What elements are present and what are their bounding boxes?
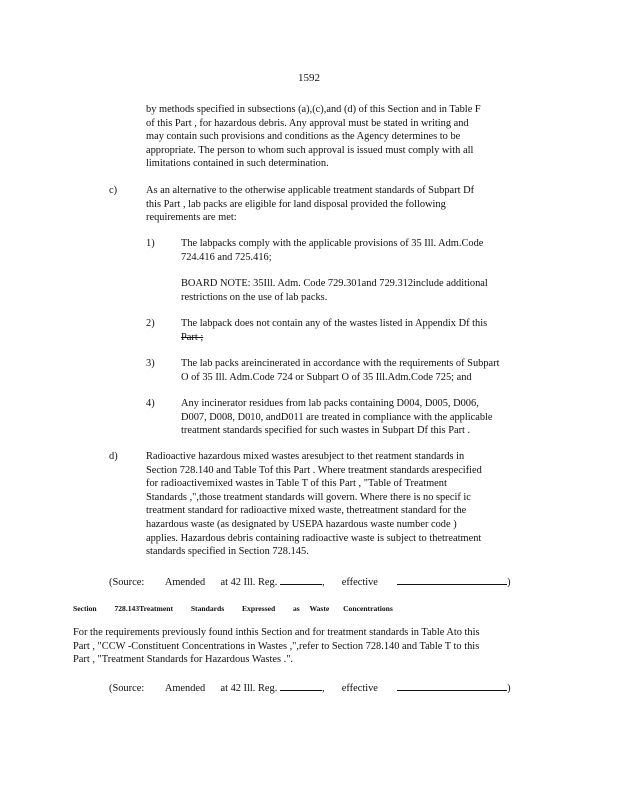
source-close: ) [507, 577, 511, 588]
section-title-word: Concentrations [343, 604, 393, 613]
text-line: BOARD NOTE: 35Ill. Adm. Code 729.301and 729.312include additional [181, 278, 488, 289]
text-line: The labpacks comply with the applicable provisions of 35 Ill. Adm.Code [181, 238, 484, 249]
source-amended: Amended [164, 683, 206, 694]
source-reg: at 42 Ill. Reg. [220, 683, 278, 694]
paragraph-b-continuation [146, 103, 529, 171]
source-note [109, 680, 511, 696]
text-line: appropriate. The person to whom such approval is issued must comply with all [146, 144, 474, 156]
item-label: 3) [146, 358, 155, 369]
text-line: The lab packs areincinerated in accordance with the requirements of Subpart [181, 358, 500, 369]
paragraph-c-item-3 [181, 357, 529, 384]
paragraph-c-item-4 [181, 397, 529, 438]
text-line: hazardous waste (as designated by USEPA hazardous waste number code ) [146, 518, 457, 530]
source-comma: , [321, 683, 325, 694]
text-line: applies. Hazardous debris containing radioactive waste is subject to thetreatment [146, 532, 482, 544]
source-open: (Source: [109, 683, 145, 694]
source-close: ) [507, 683, 511, 694]
text-line: Part ; [181, 331, 204, 343]
reg-page-blank[interactable] [280, 574, 322, 585]
text-line: Radioactive hazardous mixed wastes aresubject to thet reatment standards in [146, 451, 465, 462]
source-effective: effective [341, 683, 378, 694]
paragraph-c-item-2 [181, 317, 529, 344]
section-title-word: Treatment [139, 604, 174, 613]
text-line: D007, D008, D010, andD011 are treated in compliance with the applicable [181, 411, 493, 423]
section-heading [73, 602, 473, 616]
text-line: Standards ,",those treatment standards will govern. Where there is no specif ic [146, 491, 471, 503]
source-reg: at 42 Ill. Reg. [220, 577, 278, 588]
text-line: for radioactivemixed wastes in Table T of this Part , "Table of Treatment [146, 478, 447, 490]
reg-page-blank[interactable] [280, 680, 322, 691]
paragraph-d-label: d) [109, 451, 118, 462]
source-amended: Amended [164, 577, 206, 588]
section-paragraph [73, 626, 536, 667]
text-line: may contain such provisions and conditions as the Agency determines to be [146, 131, 461, 143]
section-title-word: Expressed [241, 604, 276, 613]
text-line: treatment standards specified for such wastes in Subpart Df this Part . [181, 425, 471, 437]
text-line: this Part , lab packs are eligible for land disposal provided the following [146, 198, 446, 210]
text-line: by methods specified in subsections (a),(c),and (d) of this Section and in Table F [146, 104, 481, 115]
source-note [109, 574, 511, 590]
text-line: Section 728.140 and Table Tof this Part . Where treatment standards arespecified [146, 464, 482, 476]
text-line: For the requirements previously found inthis Section and for treatment standards in Table Ato this [73, 627, 480, 638]
paragraph-c-item-1 [181, 237, 529, 264]
paragraph-d [146, 450, 529, 559]
item-label: 2) [146, 318, 155, 329]
text-line: The labpack does not contain any of the wastes listed in Appendix Df this [181, 318, 488, 329]
section-title-word: as [293, 604, 300, 613]
source-effective: effective [341, 577, 378, 588]
text-line: O of 35 Ill. Adm.Code 724 or Subpart O of 35 Ill.Adm.Code 725; and [181, 371, 472, 383]
text-line: standards specified in Section 728.145. [146, 546, 309, 558]
section-number: 728.143 [114, 604, 140, 613]
text-line: of this Part , for hazardous debris. Any approval must be stated in writing and [146, 117, 469, 129]
text-line: Any incinerator residues from lab packs containing D004, D005, D006, [181, 398, 479, 409]
text-line: Part , "CCW -Constituent Concentrations in Wastes ,",refer to Section 728.140 and Table T to this [73, 640, 480, 652]
item-label: 4) [146, 398, 155, 409]
text-line: Part , "Treatment Standards for Hazardous Wastes .". [73, 654, 294, 666]
page-number: 1592 [298, 72, 320, 84]
text-line: 724.416 and 725.416; [181, 251, 272, 263]
source-open: (Source: [109, 577, 145, 588]
text-line: restrictions on the use of lab packs. [181, 291, 328, 303]
source-comma: , [321, 577, 325, 588]
section-title-word: Standards [190, 604, 225, 613]
section-title-word: Waste [309, 604, 330, 613]
paragraph-c [146, 184, 529, 225]
paragraph-c-label: c) [109, 185, 118, 196]
effective-date-blank[interactable] [397, 574, 507, 585]
text-line: As an alternative to the otherwise applicable treatment standards of Subpart Df [146, 185, 475, 196]
item-label: 1) [146, 238, 155, 249]
section-label: Section [73, 604, 97, 613]
effective-date-blank[interactable] [397, 680, 507, 691]
text-line: treatment standard for radioactive mixed waste, thetreatment standard for the [146, 505, 467, 517]
text-line: requirements are met: [146, 212, 237, 224]
board-note [181, 277, 529, 304]
text-line: limitations contained in such determination. [146, 158, 329, 170]
